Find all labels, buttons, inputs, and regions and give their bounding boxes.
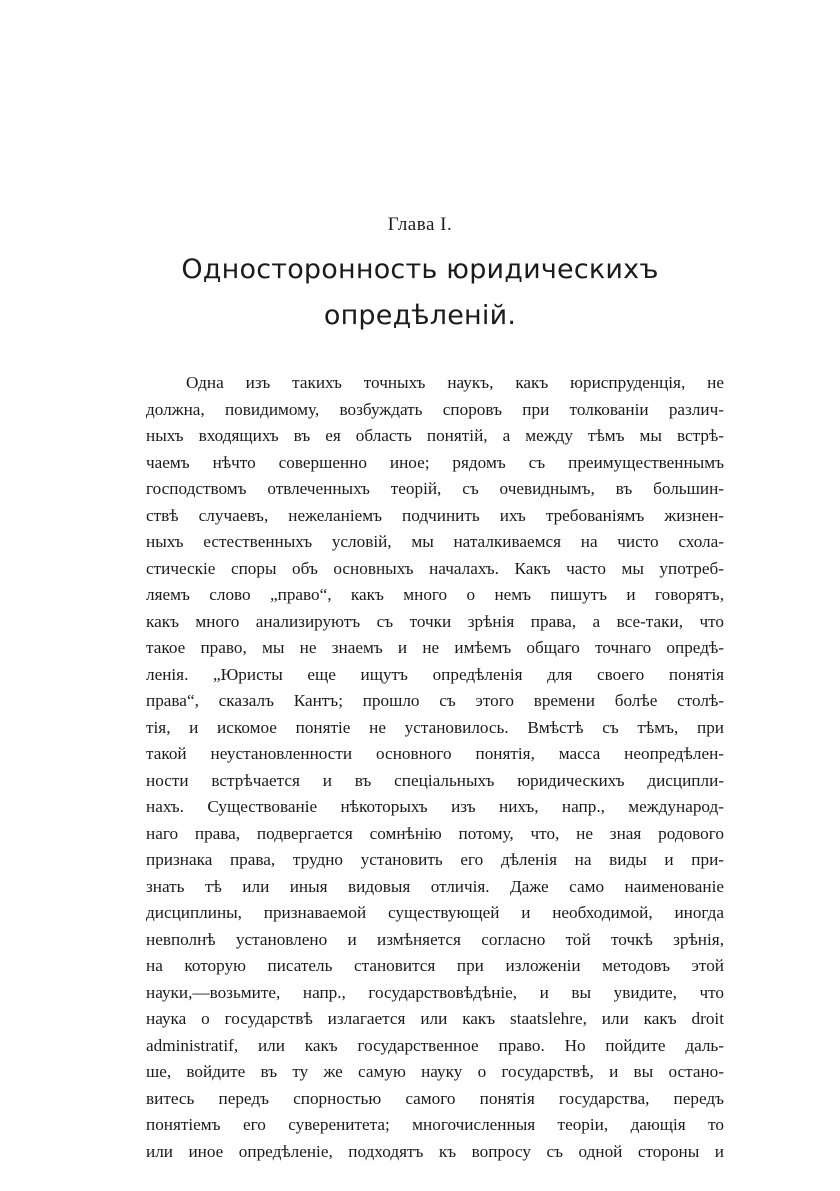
text-line: невполнѣ установлено и измѣняется согласно той точкѣ зрѣнія, xyxy=(146,929,724,949)
text-line: чаемъ нѣчто совершенно иное; рядомъ съ преимущественнымъ xyxy=(146,452,724,472)
text-line: ности встрѣчается и въ спеціальныхъ юридическихъ дисципли- xyxy=(146,770,724,790)
text-line: науки,—возьмите, напр., государствовѣдѣніе, и вы увидите, что xyxy=(146,982,724,1002)
text-line: понятіемъ его суверенитета; многочисленныя теоріи, дающія то xyxy=(146,1115,724,1134)
text-line: такой неустановленности основного понятія, масса неопредѣлен- xyxy=(146,744,724,763)
chapter-heading: Глава I. xyxy=(387,214,453,235)
text-line: ныхъ входящихъ въ ея область понятій, а между тѣмъ мы встрѣ- xyxy=(146,426,724,445)
text-line: ляемъ слово „право“, какъ много о немъ пишутъ и говорятъ, xyxy=(146,585,724,604)
text-line: какъ много анализируютъ съ точки зрѣнія права, а все-таки, что xyxy=(146,611,724,631)
text-line: права“, сказалъ Кантъ; прошло съ этого времени болѣе столѣ- xyxy=(146,691,724,710)
text-line: витесь передъ спорностью самого понятія государства, передъ xyxy=(146,1088,724,1108)
text-line: такое право, мы не знаемъ и не имѣемъ общаго точнаго опредѣ- xyxy=(146,638,724,657)
text-line: ныхъ естественныхъ условій, мы наталкиваемся на чисто схола- xyxy=(146,532,724,551)
text-line: или иное опредѣленіе, подходятъ къ вопросу съ одной стороны и xyxy=(146,1141,724,1161)
body-text xyxy=(146,370,724,1165)
text-line: Одна изъ такихъ точныхъ наукъ, какъ юриспруденція, не xyxy=(186,373,724,392)
text-line: на которую писатель становится при изложеніи методовъ этой xyxy=(146,956,724,975)
chapter-title-line-1: Односторонность юридическихъ xyxy=(181,254,659,285)
text-line: наука о государствѣ излагается или какъ staatslehre, или какъ droit xyxy=(146,1009,724,1028)
text-line: нахъ. Существованіе нѣкоторыхъ изъ нихъ, напр., международ- xyxy=(146,797,724,816)
chapter-title-line-2: опредѣленій. xyxy=(323,300,517,331)
text-line: господствомъ отвлеченныхъ теорій, съ очевиднымъ, въ большин- xyxy=(146,479,724,498)
text-line: стическіе споры объ основныхъ началахъ. Какъ часто мы употреб- xyxy=(146,558,724,578)
text-line: ленія. „Юристы еще ищутъ опредѣленія для своего понятія xyxy=(146,664,724,684)
text-line: наго права, подвергается сомнѣнію потому, что, не зная родового xyxy=(146,823,724,843)
text-line: тія, и искомое понятіе не установилось. Вмѣстѣ съ тѣмъ, при xyxy=(146,717,724,737)
text-line: знать тѣ или иныя видовыя отличія. Даже само наименованіе xyxy=(146,876,724,896)
text-line: ствѣ случаевъ, нежеланіемъ подчинить ихъ требованіямъ жизнен- xyxy=(146,505,724,525)
text-line: признака права, трудно установить его дѣленія на виды и при- xyxy=(146,850,724,869)
text-line: дисциплины, признаваемой существующей и необходимой, иногда xyxy=(146,903,724,922)
text-line: должна, повидимому, возбуждать споровъ при толкованіи различ- xyxy=(146,399,724,419)
text-line: ше, войдите въ ту же самую науку о государствѣ, и вы остано- xyxy=(146,1062,724,1081)
text-line: administratif, или какъ государственное право. Но пойдите даль- xyxy=(146,1035,724,1055)
